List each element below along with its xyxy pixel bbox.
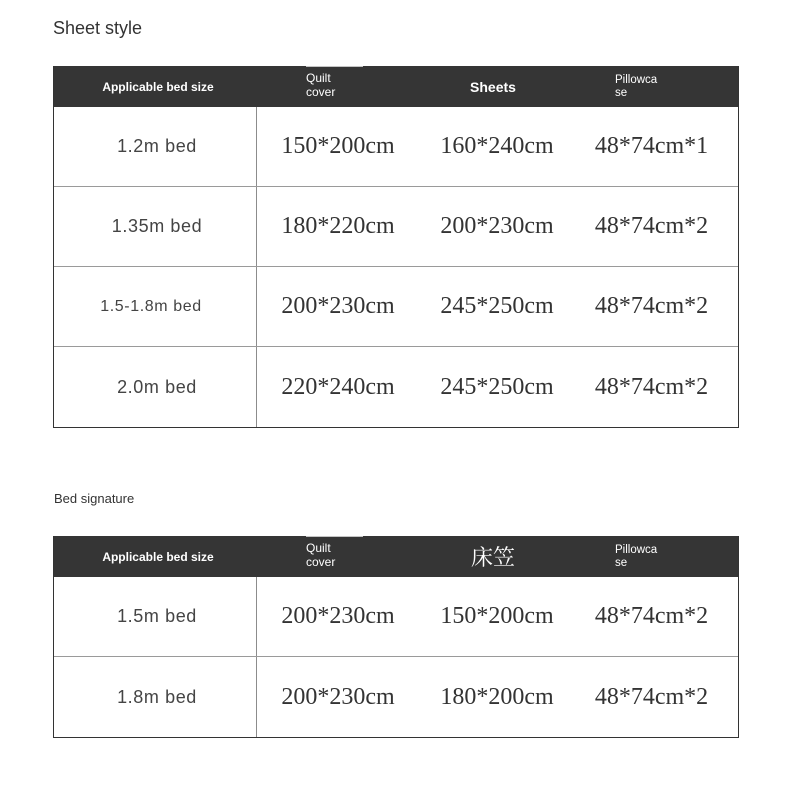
table-row bbox=[54, 187, 738, 267]
header-pillowcase-line-1: Pillowca bbox=[615, 543, 658, 556]
header-quilt-cover bbox=[257, 66, 419, 107]
table-header bbox=[54, 536, 738, 577]
header-bed-size: Applicable bed size bbox=[102, 79, 214, 94]
pillowcase-cell: 48*74cm*2 bbox=[594, 293, 709, 319]
header-fitted-sheet: 床笠 bbox=[470, 545, 515, 570]
sheet-style-table bbox=[53, 66, 739, 428]
bed-size-cell: 1.5m bed bbox=[54, 577, 257, 656]
bed-size-cell: 1.35m bed bbox=[54, 187, 257, 266]
header-sheets: Sheets bbox=[470, 78, 516, 95]
quilt-cover-cell: 150*200cm bbox=[281, 133, 395, 159]
sheet-style-title: Sheet style bbox=[53, 18, 143, 38]
fitted-sheet-cell: 180*200cm bbox=[440, 683, 554, 710]
pillowcase-cell: 48*74cm*2 bbox=[594, 603, 709, 629]
quilt-cover-cell: 200*230cm bbox=[281, 683, 395, 710]
sheets-cell: 245*250cm bbox=[440, 373, 554, 400]
header-tab-mark bbox=[306, 66, 363, 67]
bed-size-cell: 1.8m bed bbox=[54, 657, 257, 737]
header-quilt-cover-line-1: Quilt bbox=[306, 70, 331, 85]
header-pillowcase bbox=[575, 536, 738, 577]
pillowcase-cell: 48*74cm*1 bbox=[594, 133, 709, 159]
pillowcase-cell: 48*74cm*2 bbox=[594, 683, 709, 710]
fitted-sheet-cell: 150*200cm bbox=[440, 603, 554, 629]
table-row bbox=[54, 347, 738, 427]
header-pillowcase-line-2: se bbox=[615, 556, 628, 569]
bed-size-cell: 1.2m bed bbox=[54, 107, 257, 186]
header-pillowcase-line-2: se bbox=[615, 86, 628, 99]
quilt-cover-cell: 180*220cm bbox=[281, 213, 395, 239]
bed-size-cell: 1.5-1.8m bed bbox=[54, 267, 257, 346]
sheets-cell: 200*230cm bbox=[440, 213, 554, 239]
sheets-cell: 245*250cm bbox=[440, 293, 554, 319]
header-quilt-cover-line-2: cover bbox=[306, 554, 336, 569]
table-header bbox=[54, 66, 738, 107]
table-row bbox=[54, 107, 738, 187]
header-quilt-cover bbox=[257, 536, 419, 577]
bed-signature-table bbox=[53, 536, 739, 738]
header-bed-size: Applicable bed size bbox=[102, 549, 214, 564]
header-quilt-cover-line-1: Quilt bbox=[306, 540, 331, 555]
header-pillowcase-line-1: Pillowca bbox=[615, 73, 658, 86]
header-pillowcase bbox=[575, 66, 738, 107]
bed-signature-title: Bed signature bbox=[54, 491, 135, 506]
header-tab-mark bbox=[306, 536, 363, 537]
header-quilt-cover-line-2: cover bbox=[306, 84, 336, 99]
table-row bbox=[54, 577, 738, 657]
table-row bbox=[54, 267, 738, 347]
quilt-cover-cell: 220*240cm bbox=[281, 373, 395, 400]
quilt-cover-cell: 200*230cm bbox=[281, 603, 395, 629]
bed-size-cell: 2.0m bed bbox=[54, 347, 257, 427]
quilt-cover-cell: 200*230cm bbox=[281, 293, 395, 319]
pillowcase-cell: 48*74cm*2 bbox=[594, 373, 709, 400]
table-row bbox=[54, 657, 738, 737]
sheets-cell: 160*240cm bbox=[440, 133, 554, 159]
pillowcase-cell: 48*74cm*2 bbox=[594, 213, 709, 239]
